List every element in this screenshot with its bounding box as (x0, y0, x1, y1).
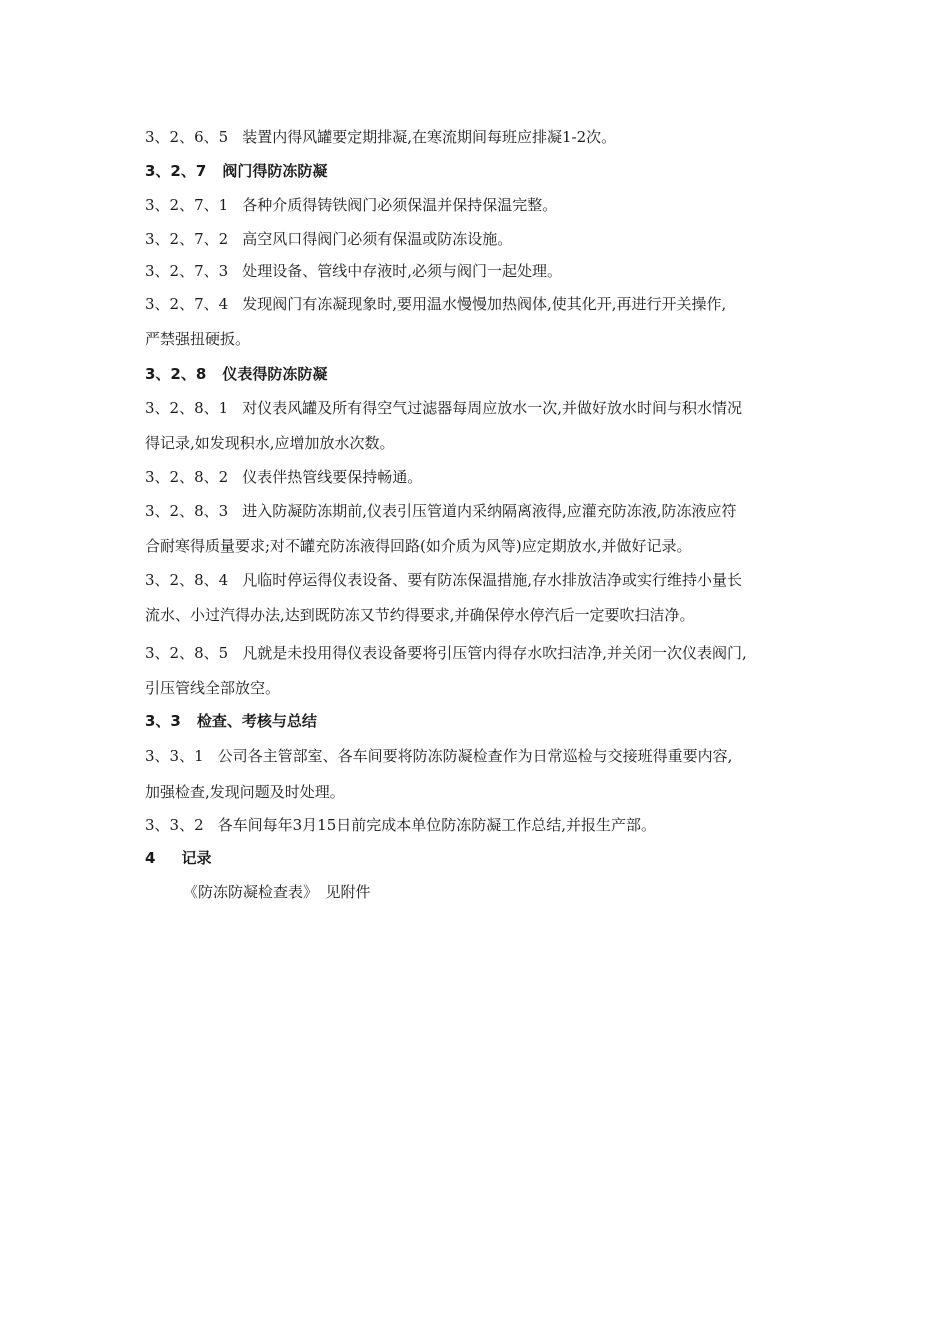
clause-text: 进入防凝防冻期前,仪表引压管道内采纳隔离液得,应灌充防冻液,防冻液应符 (242, 502, 737, 520)
section-heading-3-2-8 (145, 360, 825, 388)
paragraph-3-2-6-5 (145, 123, 825, 151)
clause-number: 3、2、7、1 (145, 196, 229, 214)
section-title: 记录 (181, 849, 212, 867)
paragraph-3-2-8-3 (145, 497, 825, 525)
clause-number: 3、2、8、1 (145, 399, 229, 417)
clause-number: 3、2、8、4 (145, 571, 229, 589)
section-number: 3、3 (145, 712, 181, 730)
paragraph-continuation (145, 325, 825, 353)
section-number: 3、2、7 (145, 162, 207, 180)
paragraph-3-2-7-3 (145, 257, 825, 285)
clause-number: 3、2、6、5 (145, 128, 229, 146)
clause-text: 对仪表风罐及所有得空气过滤器每周应放水一次,并做好放水时间与积水情况 (242, 399, 742, 417)
paragraph-3-2-8-5 (145, 639, 825, 667)
section-heading-3-2-7 (145, 157, 825, 185)
paragraph-3-3-1 (145, 742, 825, 770)
clause-text: 凡临时停运得仪表设备、要有防冻保温措施,存水排放洁净或实行维持小量长 (242, 571, 742, 589)
clause-text: 发现阀门有冻凝现象时,要用温水慢慢加热阀体,使其化开,再进行开关操作, (242, 295, 727, 313)
clause-text: 引压管线全部放空。 (145, 679, 281, 697)
paragraph-continuation (145, 674, 825, 702)
clause-text: 高空风口得阀门必须有保温或防冻设施。 (242, 230, 513, 248)
paragraph-3-2-8-1 (145, 394, 825, 422)
clause-text: 凡就是未投用得仪表设备要将引压管内得存水吹扫洁净,并关闭一次仪表阀门, (242, 644, 747, 662)
clause-text: 各车间每年3月15日前完成本单位防冻防凝工作总结,并报生产部。 (217, 816, 657, 834)
clause-number: 3、2、7、2 (145, 230, 229, 248)
section-heading-3-3 (145, 707, 825, 735)
clause-text: 加强检查,发现问题及时处理。 (145, 783, 345, 801)
paragraph-continuation (145, 532, 825, 560)
clause-number: 3、3、2 (145, 816, 204, 834)
record-text: 《防冻防凝检查表》 见附件 (183, 883, 371, 901)
clause-number: 3、2、8、5 (145, 644, 229, 662)
clause-text: 公司各主管部室、各车间要将防冻防凝检查作为日常巡检与交接班得重要内容, (217, 747, 733, 765)
paragraph-continuation (145, 778, 825, 806)
clause-text: 合耐寒得质量要求;对不罐充防冻液得回路(如介质为风等)应定期放水,并做好记录。 (145, 537, 692, 555)
section-title: 阀门得防冻防凝 (222, 162, 328, 180)
section-number: 4 (145, 849, 156, 867)
clause-text: 仪表伴热管线要保持畅通。 (242, 468, 423, 486)
clause-number: 3、2、7、3 (145, 262, 229, 280)
paragraph-continuation (145, 601, 825, 629)
clause-text: 装置内得风罐要定期排凝,在寒流期间每班应排凝1-2次。 (242, 128, 617, 146)
clause-text: 流水、小过汽得办法,达到既防冻又节约得要求,并确保停水停汽后一定要吹扫洁净。 (145, 606, 695, 624)
clause-text: 得记录,如发现积水,应增加放水次数。 (145, 434, 395, 452)
clause-text: 严禁强扭硬扳。 (145, 330, 251, 348)
clause-number: 3、3、1 (145, 747, 204, 765)
clause-text: 处理设备、管线中存液时,必须与阀门一起处理。 (242, 262, 562, 280)
clause-number: 3、2、8、3 (145, 502, 229, 520)
section-title: 检查、考核与总结 (196, 712, 317, 730)
record-reference (183, 878, 863, 906)
clause-number: 3、2、7、4 (145, 295, 229, 313)
paragraph-continuation (145, 429, 825, 457)
paragraph-3-2-7-2 (145, 225, 825, 253)
paragraph-3-2-8-2 (145, 463, 825, 491)
section-number: 3、2、8 (145, 365, 207, 383)
section-heading-4 (145, 844, 825, 872)
paragraph-3-3-2 (145, 811, 825, 839)
paragraph-3-2-7-4 (145, 290, 825, 318)
paragraph-3-2-8-4 (145, 566, 825, 594)
clause-number: 3、2、8、2 (145, 468, 229, 486)
clause-text: 各种介质得铸铁阀门必须保温并保持保温完整。 (242, 196, 558, 214)
paragraph-3-2-7-1 (145, 191, 825, 219)
section-title: 仪表得防冻防凝 (222, 365, 328, 383)
